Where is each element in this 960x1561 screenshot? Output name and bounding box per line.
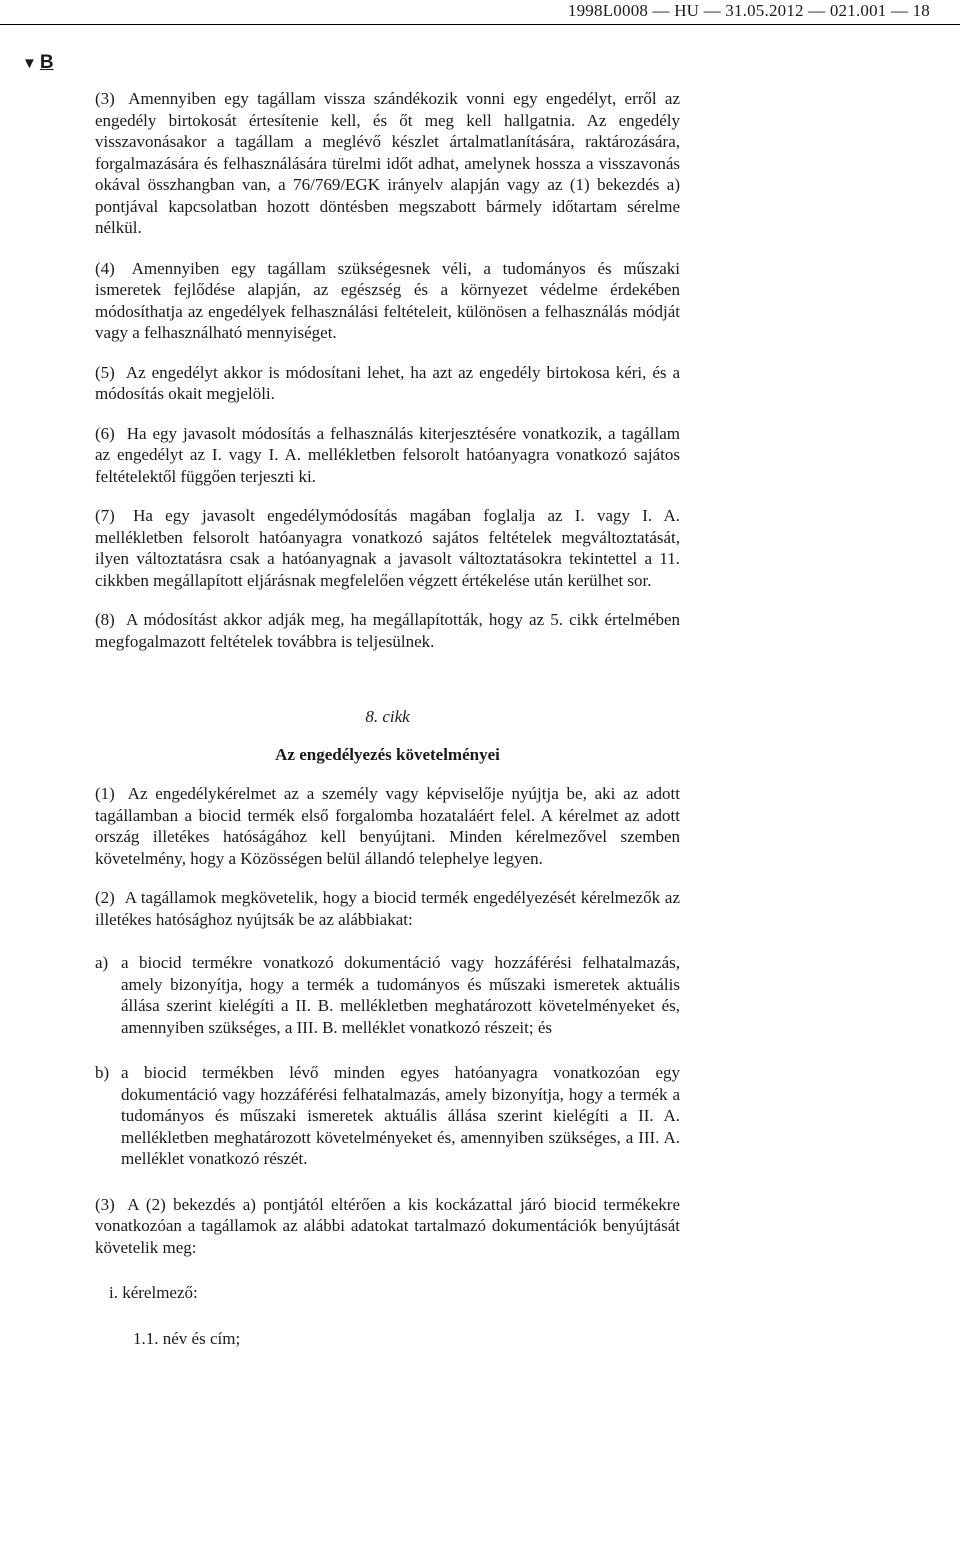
list-item-text: a biocid termékben lévő minden egyes hatóanyagra vonatkozóan egy dokumentáció vagy hozzáférési felhatalmazás, amely bizonyítja, hogy a termék a tudományos és műszaki ismeretek aktuális állása szerint kielégíti a II. A. mellékletben meghatározott követelményeket és, amennyiben szükséges, a III. A. melléklet vonatkozó részét.: [121, 1063, 680, 1168]
article-paragraph-1: [95, 783, 680, 869]
paragraph-text: Amennyiben egy tagállam szükségesnek véli, a tudományos és műszaki ismeretek fejlődése alapján, az egészség és a környezet védelme érdekében módosíthatja az engedélyek felhasználási feltételeit, különösen a felhasználás módját vagy a felhasználható mennyiséget.: [95, 258, 680, 342]
paragraph-text: Az engedélyt akkor is módosítani lehet, ha azt az engedély birtokosa kéri, és a módosítás okait megjelöli.: [95, 362, 680, 403]
article-number: 8. cikk: [365, 707, 410, 726]
amendment-marker: [22, 52, 54, 75]
paragraph-number: (1): [95, 784, 115, 803]
sub-item-1-1: 1.1. név és cím;: [133, 1328, 241, 1348]
paragraph-number: (6): [95, 423, 115, 443]
paragraph-number: (3): [95, 1194, 115, 1214]
paragraph-text: Ha egy javasolt módosítás a felhasználás kiterjesztésére vonatkozik, a tagállam az engedélyt az I. vagy I. A. mellékletben felsorolt hatóanyagra vonatkozó sajátos feltételektől függően terjeszti ki.: [95, 423, 681, 486]
paragraph-number: (5): [95, 362, 115, 382]
paragraph-text: Ha egy javasolt engedélymódosítás magában foglalja az I. vagy I. A. mellékletben felsorolt hatóanyagra vonatkozó sajátos feltételek megváltoztatását, ilyen változtatásra csak a hatóanyagnak a javasolt változtatásokra tekintettel a 11. cikkben megállapított eljárásnak megfelelően végzett értékelése után kerülhet sor.: [95, 506, 680, 590]
sub-item-i: i. kérelmező:: [109, 1283, 198, 1302]
paragraph-number: (3): [95, 89, 115, 108]
paragraph-text: A (2) bekezdés a) pontjától eltérően a kis kockázattal járó biocid termékekre vonatkozóan a tagállamok az alábbi adatokat tartalmazó dokumentációk benyújtását követelik meg:: [95, 1194, 681, 1257]
page-header: [0, 0, 960, 25]
paragraph-3: [95, 88, 680, 239]
paragraph-number: (8): [95, 610, 115, 629]
paragraph-6: [95, 423, 680, 488]
article-title: Az engedélyezés követelményei: [275, 744, 500, 764]
paragraph-text: A tagállamok megkövetelik, hogy a biocid termék engedélyezését kérelmezők az illetékes hatósághoz nyújtsák be az alábbiakat:: [95, 888, 680, 929]
article-paragraph-2: [95, 887, 680, 930]
list-item-text: a biocid termékre vonatkozó dokumentáció vagy hozzáférési felhatalmazás, amely bizonyítja, hogy a termék a tudományos és műszaki ismeretek aktuális állása szerint kielégíti a II. B. mellékletben meghatározott követelményeket és, amennyiben szükséges, a III. B. melléklet vonatkozó részeit; és: [121, 953, 680, 1037]
list-item-label: b): [95, 1063, 110, 1082]
paragraph-7: [95, 505, 680, 591]
list-item-label: a): [95, 953, 109, 972]
paragraph-text: A módosítást akkor adják meg, ha megállapították, hogy az 5. cikk értelmében megfogalmazott feltételek továbbra is teljesülnek.: [95, 610, 680, 651]
document-reference: 1998L0008 — HU — 31.05.2012 — 021.001 — 18: [567, 1, 930, 20]
paragraph-5: [95, 362, 680, 405]
triangle-down-icon: ▼: [22, 55, 37, 72]
paragraph-8: [95, 609, 680, 652]
document-body: [95, 88, 680, 1349]
list-item-b: [95, 1062, 680, 1170]
paragraph-text: Az engedélykérelmet az a személy vagy képviselője nyújtja be, aki az adott tagállamban a biocid termék első forgalomba hozataláért felel. A kérelmet az adott ország illetékes hatóságához kell benyújtani. Minden kérelmezővel szemben követelmény, hogy a Közösségen belül állandó telephelye legyen.: [95, 784, 681, 868]
paragraph-number: (2): [95, 888, 115, 907]
paragraph-number: (4): [95, 258, 115, 278]
list-item-a: [95, 952, 680, 1038]
paragraph-number: (7): [95, 506, 115, 525]
article-paragraph-3: [95, 1194, 680, 1259]
amendment-marker-letter: B: [39, 52, 54, 73]
paragraph-text: Amennyiben egy tagállam vissza szándékozik vonni egy engedélyt, erről az engedély birtokosát értesítenie kell, és őt meg kell hallgatnia. Az engedély visszavonásakor a tagállam a meglévő készlet ártalmatlanítására, raktározására, forgalmazására és felhasználására türelmi időt adhat, amelynek hossza a visszavonás okával összhangban van, a 76/769/EGK irányelv alapján vagy az (1) bekezdés a) pontjával kapcsolatban hozott döntésben megszabott bármely időtartam sérelme nélkül.: [95, 89, 680, 237]
paragraph-4: [95, 258, 680, 344]
